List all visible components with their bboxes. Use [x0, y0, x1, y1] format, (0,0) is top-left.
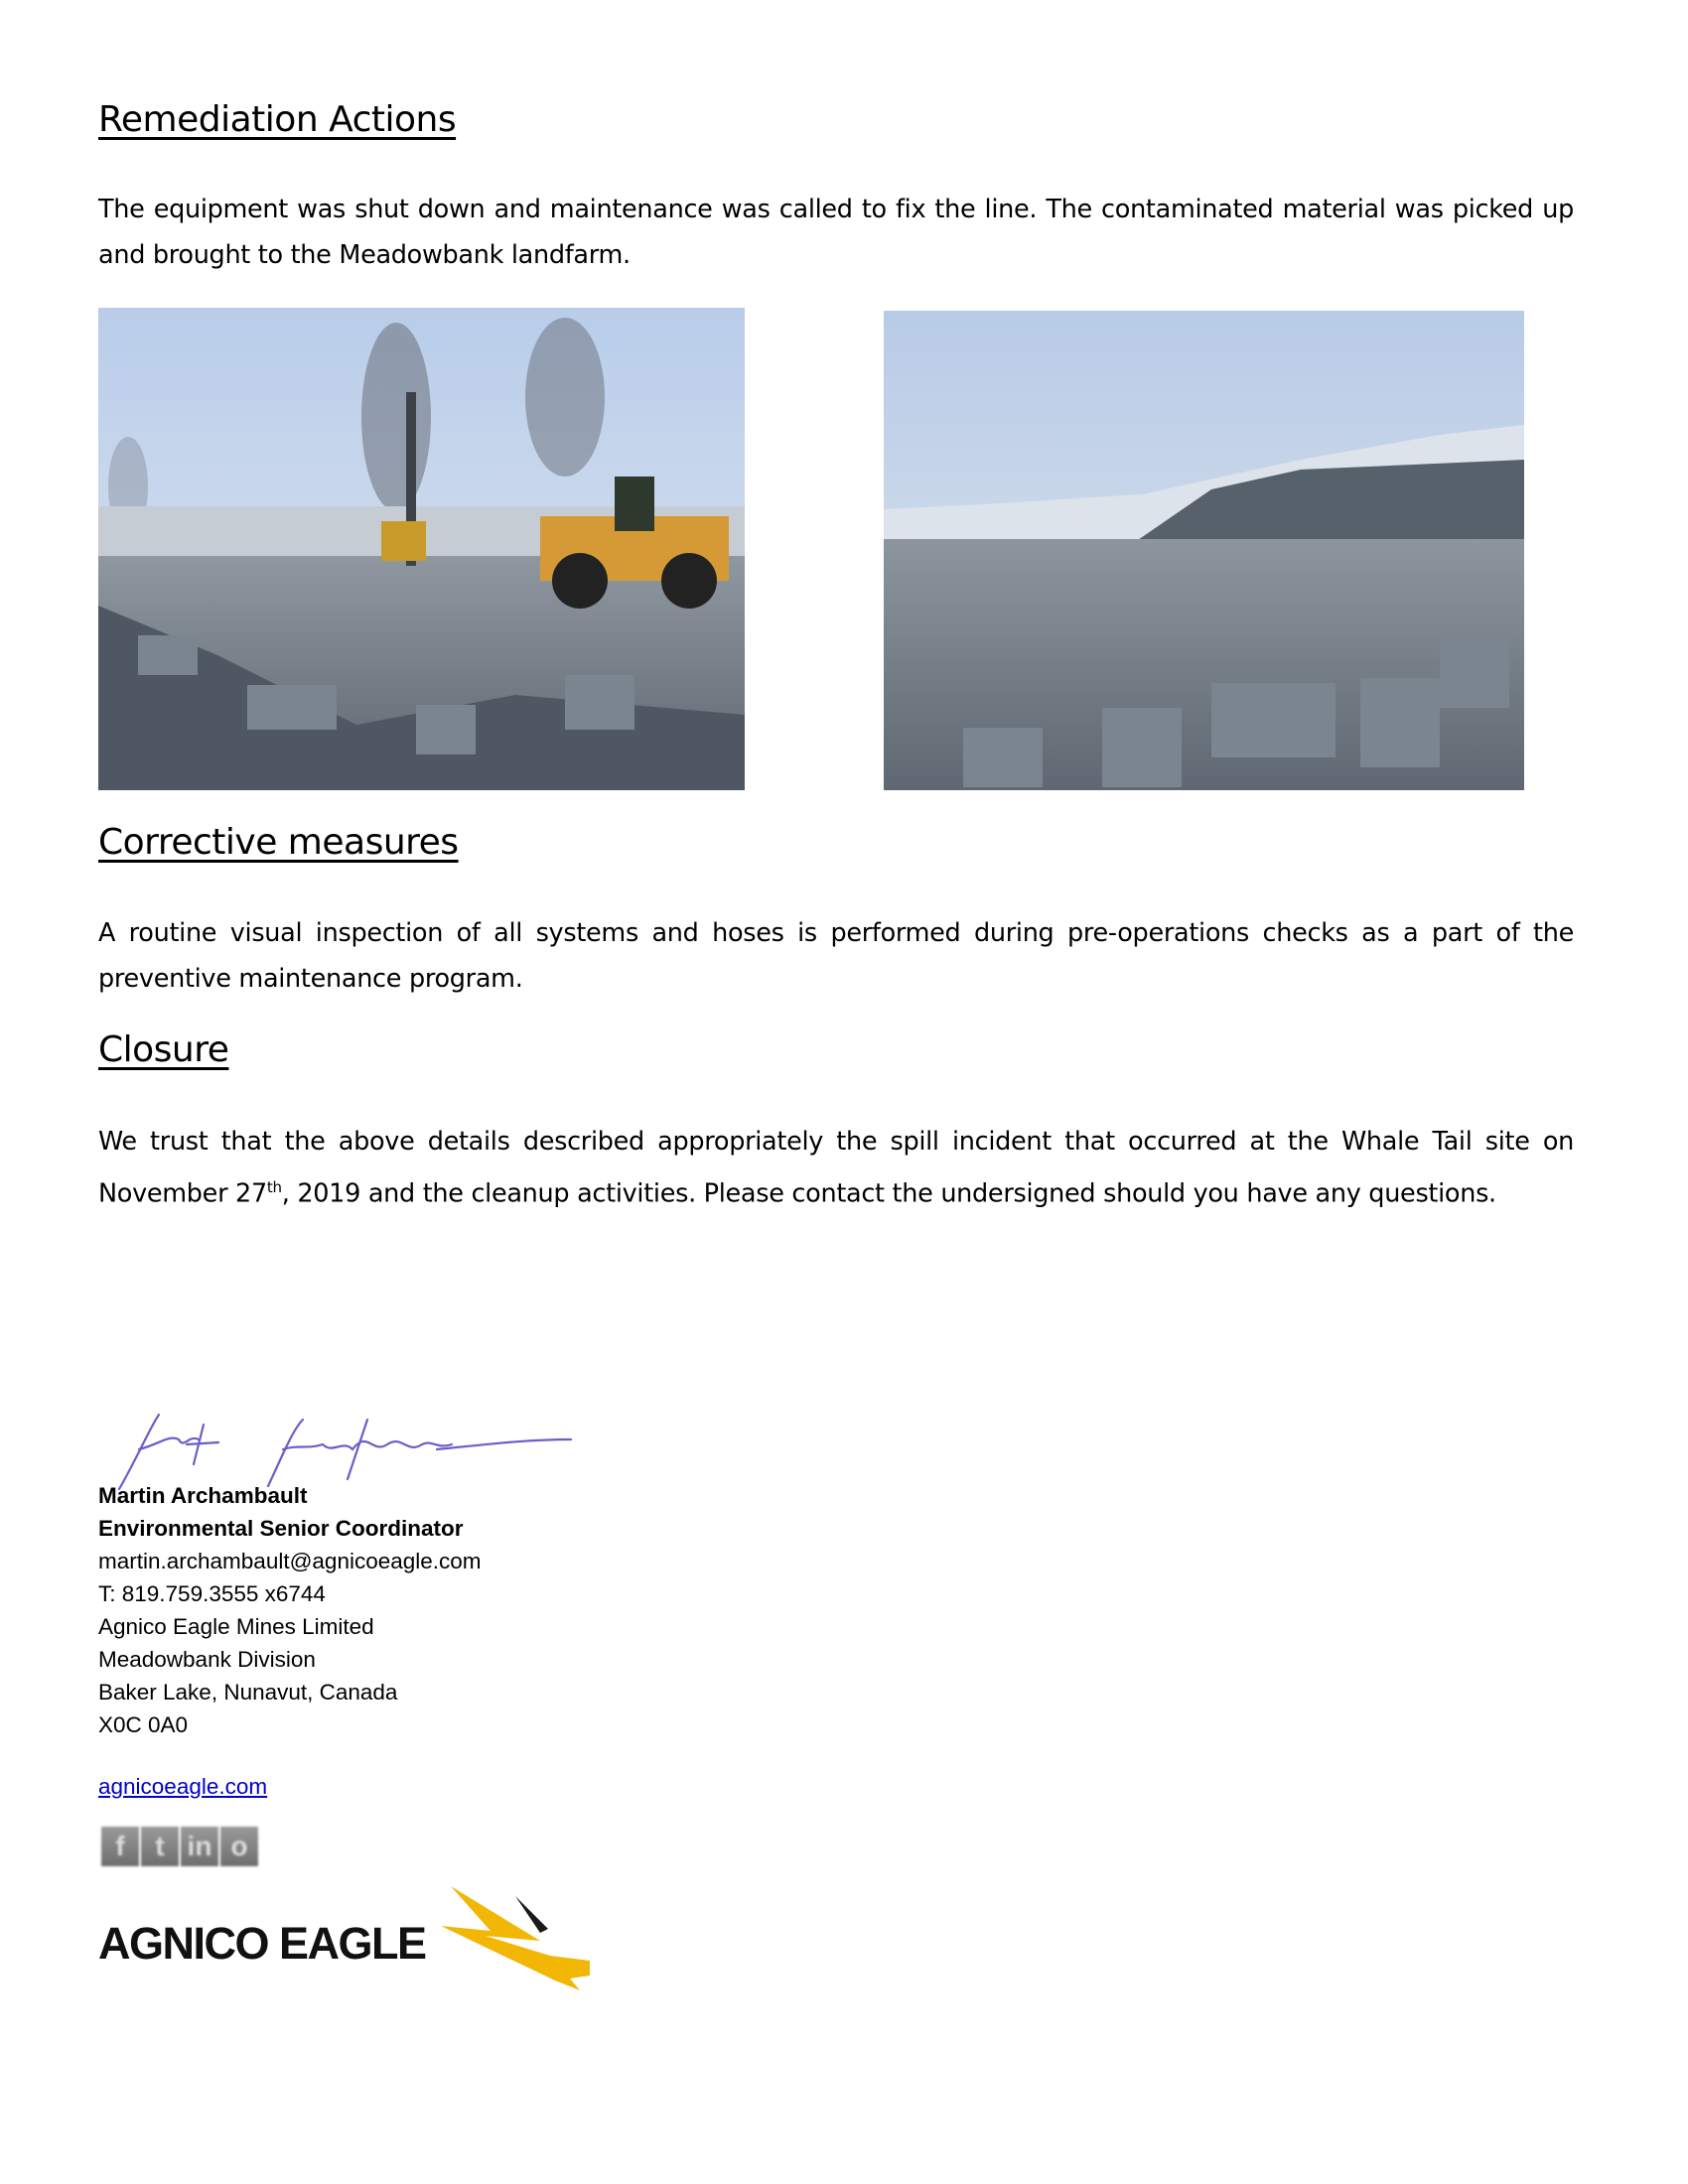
eagle-icon	[431, 1881, 595, 1990]
signer-name: Martin Archambault	[98, 1483, 308, 1508]
agnico-eagle-logo	[98, 1881, 595, 1990]
closure-text-end: , 2019 and the cleanup activities. Please contact the undersigned should you have any questions.	[281, 1178, 1496, 1209]
instagram-icon[interactable]: o	[220, 1827, 258, 1866]
closure-ordinal-suffix: th	[266, 1178, 282, 1196]
linkedin-icon[interactable]: in	[181, 1827, 218, 1866]
facebook-icon[interactable]: f	[101, 1827, 139, 1866]
signature-block	[98, 1479, 482, 1741]
logo-wordmark: AGNICO EAGLE	[98, 1918, 426, 1969]
photo-drill-and-loader	[98, 308, 745, 790]
website-link[interactable]: agnicoeagle.com	[98, 1774, 268, 1799]
signer-phone: T: 819.759.3555 x6744	[98, 1581, 326, 1606]
remediation-paragraph: The equipment was shut down and maintenance was called to fix the line. The contaminated material was picked up and brought to the Meadowbank landfarm.	[98, 195, 1574, 270]
twitter-icon[interactable]: t	[141, 1827, 179, 1866]
photo-rocky-pad	[884, 311, 1524, 790]
signer-company: Agnico Eagle Mines Limited	[98, 1614, 374, 1639]
corrective-measures-paragraph: A routine visual inspection of all systems and hoses is performed during pre-operations checks as a part of the preventive maintenance program.	[98, 918, 1574, 994]
heading-remediation-actions: Remediation Actions	[98, 99, 457, 140]
closure-paragraph	[98, 1119, 1574, 1217]
signer-postal-code: X0C 0A0	[98, 1712, 189, 1737]
signer-title: Environmental Senior Coordinator	[98, 1516, 464, 1541]
heading-corrective-measures: Corrective measures	[98, 822, 459, 863]
signer-location: Baker Lake, Nunavut, Canada	[98, 1680, 398, 1705]
signer-email[interactable]: martin.archambault@agnicoeagle.com	[98, 1549, 482, 1573]
signer-division: Meadowbank Division	[98, 1647, 316, 1672]
closure-text-start: We trust that the above details described appropriately the spill incident that occurred at the Whale Tail site on November 27	[98, 1127, 1574, 1209]
social-icons	[101, 1827, 258, 1866]
heading-closure: Closure	[98, 1029, 229, 1070]
